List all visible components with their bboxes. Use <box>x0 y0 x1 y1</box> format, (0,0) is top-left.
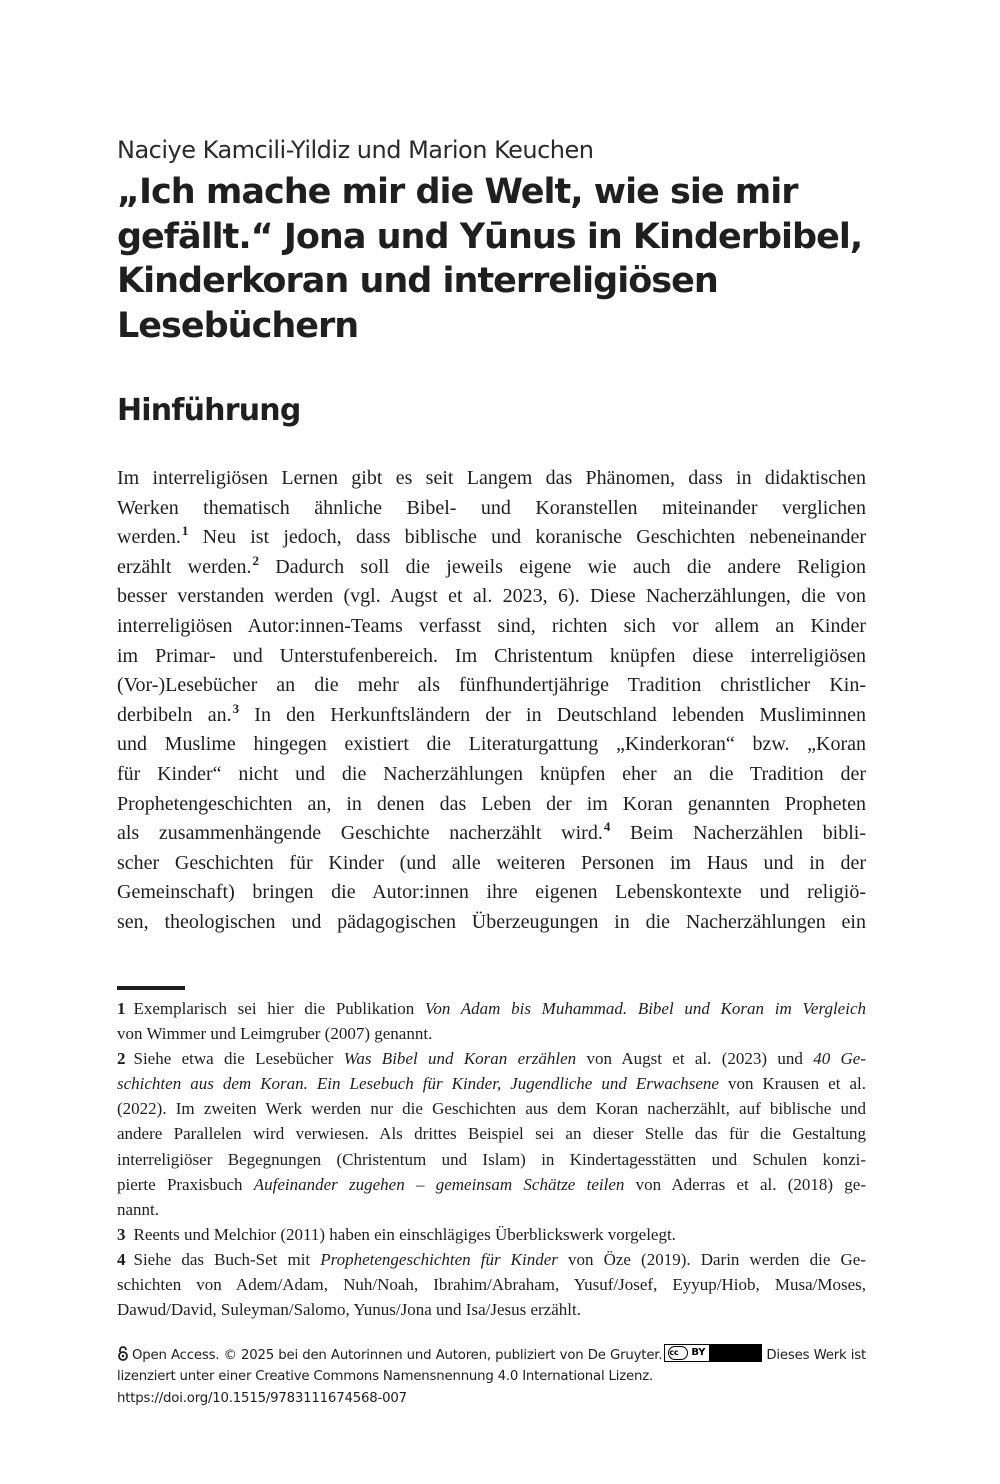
open-access-text: Dieses Werk ist <box>766 1348 866 1363</box>
footnote-line <box>117 1247 866 1272</box>
footnote-text: Reents und Melchior (2011) haben ein einschlägiges Überblickswerk vorgelegt. <box>133 1224 676 1244</box>
footnote-ref[interactable]: 1 <box>181 523 189 539</box>
body-text-span: Dadurch soll die jeweils eigene wie auch die andere Religion <box>259 555 866 578</box>
body-line: (Vor-)Lesebücher an die mehr als fünfhundertjährige Tradition christlicher Kin- <box>117 674 866 697</box>
footnote-italic: Prophetengeschichten für Kinder <box>320 1249 558 1269</box>
body-text-span: Beim Nacherzählen bibli- <box>610 822 866 845</box>
footnote-text: von Augst et al. (2023) und <box>576 1049 814 1069</box>
body-line: im Primar- und Unterstufenbereich. Im Christentum knüpfen diese interreligiösen <box>117 644 866 667</box>
body-text <box>117 464 866 938</box>
cc-mark: cc <box>668 1346 688 1360</box>
body-text-span: als zusammenhängende Geschichte nacherzählt wird. <box>117 822 603 845</box>
open-access-line: lizenziert unter einer Creative Commons Namensnennung 4.0 International Lizenz. <box>117 1369 654 1384</box>
footnote-line <box>117 1046 866 1071</box>
footnote-text: von Öze (2019). Darin werden die Ge- <box>557 1249 866 1269</box>
body-text-span: erzählt werden. <box>117 555 252 578</box>
body-line <box>117 819 866 849</box>
footnote-line: nannt. <box>117 1199 160 1219</box>
footnote-ref[interactable]: 3 <box>232 700 240 716</box>
body-line: und Muslime hingegen existiert die Literaturgattung „Kinderkoran“ bzw. „Koran <box>117 733 866 756</box>
open-access-notice <box>117 1344 866 1410</box>
footnote-italic: schichten aus dem Koran. Ein Lesebuch für Kinder, Jugendliche und Erwachsene <box>117 1074 719 1094</box>
title-line: Kinderkoran und interreligiösen <box>117 261 718 301</box>
title-line: Lesebüchern <box>117 305 359 346</box>
body-text-span: In den Herkunftsländern der in Deutschland lebenden Musliminnen <box>239 703 866 726</box>
footnote-line: schichten von Adem/Adam, Nuh/Noah, Ibrahim/Abraham, Yusuf/Josef, Eyyup/Hiob, Musa/Moses, <box>117 1275 866 1295</box>
body-line: für Kinder“ nicht und die Nacherzählungen knüpfen eher an die Tradition der <box>117 762 866 785</box>
body-text-span: werden. <box>117 526 181 549</box>
footnotes <box>117 996 866 1322</box>
footnote-line: (2022). Im zweiten Werk werden nur die Geschichten aus dem Koran nacherzählt, auf biblische und <box>117 1099 866 1119</box>
footnote-ref[interactable]: 2 <box>252 552 260 568</box>
open-access-text: Open Access. © 2025 bei den Autorinnen und Autoren, publiziert von De Gruyter. <box>132 1348 663 1363</box>
footnote-number: 1 <box>117 999 126 1018</box>
body-line <box>117 701 866 731</box>
section-heading: Hinführung <box>117 393 301 428</box>
chapter-title <box>117 170 866 348</box>
footnote-italic: Aufeinander zugehen – gemeinsam Schätze teilen <box>253 1174 625 1194</box>
footnote-line: von Wimmer und Leimgruber (2007) genannt. <box>117 1024 433 1044</box>
body-line: scher Geschichten für Kinder (und alle weiteren Personen im Haus und in der <box>117 851 866 874</box>
open-access-line <box>117 1344 866 1366</box>
footnote-italic: 40 Ge- <box>813 1049 867 1069</box>
body-line: besser verstanden werden (vgl. Augst et al. 2023, 6). Diese Nacherzählungen, die von <box>117 585 866 608</box>
title-line: „Ich mache mir die Welt, wie sie mir <box>117 172 798 212</box>
footnote-italic: Von Adam bis Muhammad. Bibel und Koran im Vergleich <box>424 999 866 1018</box>
footnote-text: Siehe das Buch-Set mit <box>133 1249 321 1269</box>
cc-by-license-badge[interactable] <box>664 1344 762 1362</box>
footnote-line <box>117 996 866 1021</box>
chapter-authors: Naciye Kamcili-Yildiz und Marion Keuchen <box>117 136 594 164</box>
by-mark: BY <box>691 1347 706 1358</box>
footnote-line: interreligiöser Begegnungen (Christentum und Islam) in Kindertagesstätten und Schulen konzi- <box>117 1149 866 1169</box>
body-text-span: derbibeln an. <box>117 703 232 726</box>
footnote-text: Exemplarisch sei hier die Publikation <box>133 999 425 1018</box>
body-line: Prophetengeschichten an, in denen das Leben der im Koran genannten Propheten <box>117 792 866 815</box>
footnote-text: von Krausen et al. <box>718 1074 866 1094</box>
footnote-text: von Aderras et al. (2018) ge- <box>624 1174 866 1194</box>
open-access-lock-icon <box>117 1346 129 1360</box>
footnote-line <box>117 1222 866 1247</box>
footnote-line: andere Parallelen wird verwiesen. Als drittes Beispiel sei an dieser Stelle das für die Gestaltung <box>117 1124 866 1144</box>
body-line: interreligiösen Autor:innen-Teams verfasst sind, richten sich vor allem an Kinder <box>117 614 866 637</box>
body-line <box>117 523 866 553</box>
footnote-line: Dawud/David, Suleyman/Salomo, Yunus/Jona und Isa/Jesus erzählt. <box>117 1300 581 1320</box>
footnote-ref[interactable]: 4 <box>603 819 611 835</box>
title-line: gefällt.“ Jona und Yūnus in Kinderbibel, <box>117 216 863 257</box>
doi-link[interactable]: https://doi.org/10.1515/9783111674568-007 <box>117 1391 407 1406</box>
footnote-number: 2 <box>117 1049 126 1069</box>
footnote-line <box>117 1172 866 1197</box>
body-line: Gemeinschaft) bringen die Autor:innen ihre eigenen Lebenskontexte und religiö- <box>117 881 866 904</box>
body-line: Werken thematisch ähnliche Bibel- und Koranstellen miteinander verglichen <box>117 496 866 519</box>
body-line: sen, theologischen und pädagogischen Überzeugungen in die Nacherzählungen ein <box>117 910 866 933</box>
footnote-number: 3 <box>117 1224 126 1244</box>
footnote-divider <box>117 986 185 990</box>
body-line <box>117 553 866 583</box>
footnote-italic: Was Bibel und Koran erzählen <box>343 1049 577 1069</box>
footnote-text: pierte Praxisbuch <box>117 1174 254 1194</box>
body-text-span: Neu ist jedoch, dass biblische und koranische Geschichten nebeneinander <box>188 526 866 549</box>
footnote-line <box>117 1071 866 1096</box>
footnote-text: Siehe etwa die Lesebücher <box>133 1049 344 1069</box>
footnote-number: 4 <box>117 1249 126 1269</box>
body-line: Im interreligiösen Lernen gibt es seit Langem das Phänomen, dass in didaktischen <box>117 467 866 489</box>
